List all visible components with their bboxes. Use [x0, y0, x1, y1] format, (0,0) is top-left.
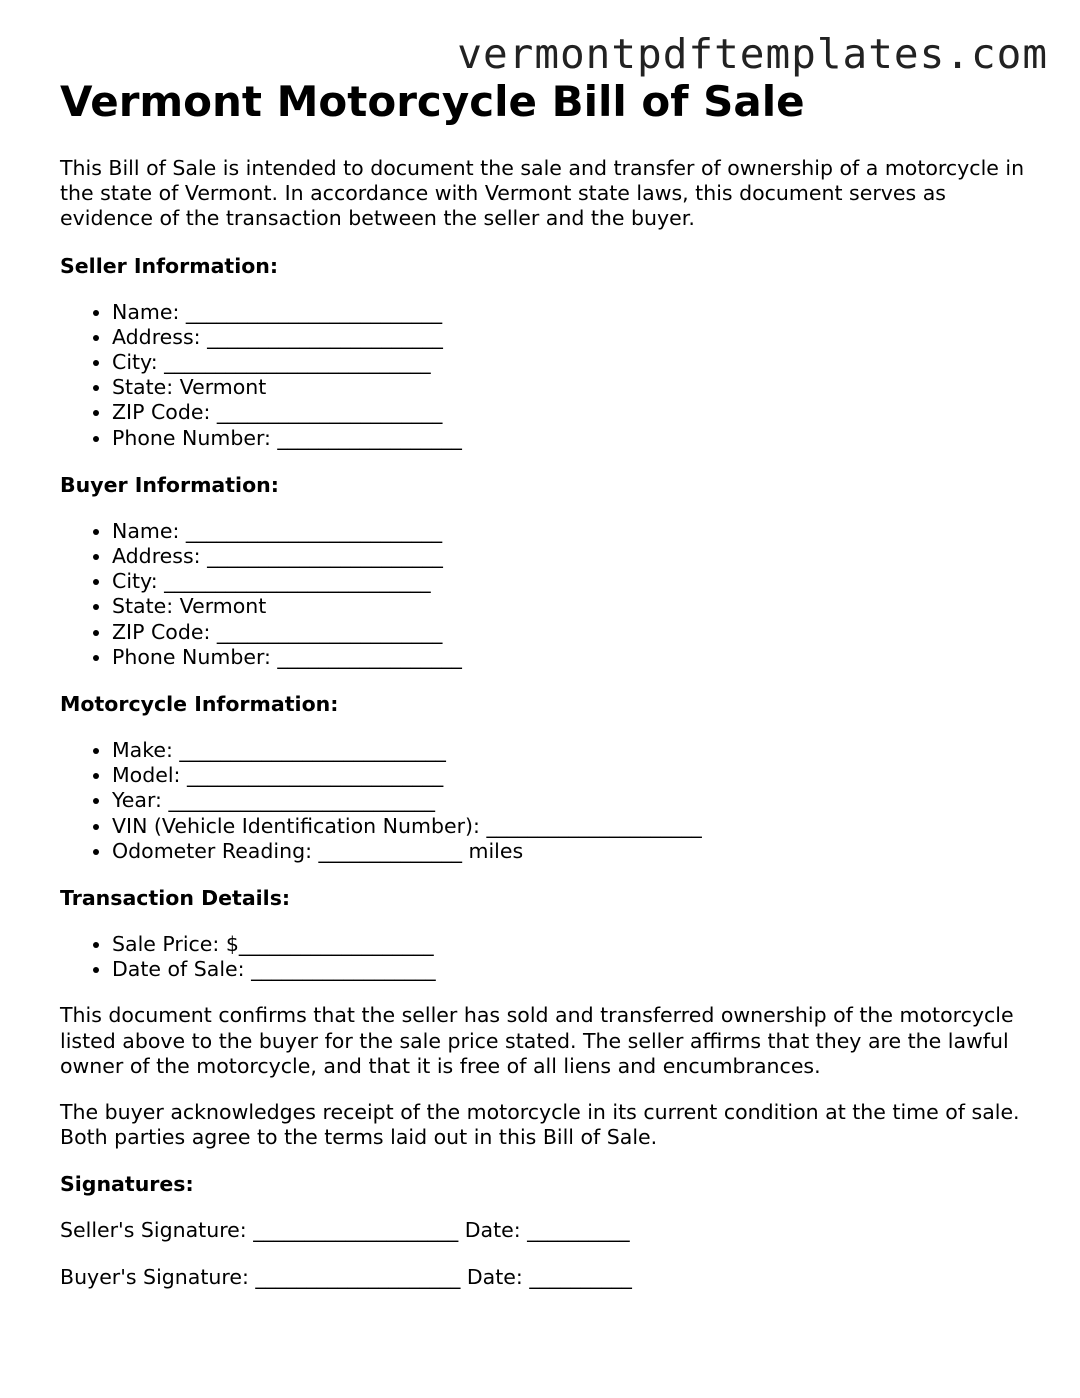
buyer-zip-field: • ZIP Code: ______________________ — [112, 620, 1040, 645]
buyer-list — [60, 519, 1040, 670]
transaction-heading: Transaction Details: — [60, 886, 291, 911]
seller-list — [60, 300, 1040, 451]
transaction-list — [60, 932, 1040, 982]
seller-signature-line: Seller's Signature: ____________________ Date: __________ — [60, 1218, 630, 1243]
seller-name-field: • Name: _________________________ — [112, 300, 1040, 325]
page-title: Vermont Motorcycle Bill of Sale — [60, 77, 805, 126]
motorcycle-vin-field: • VIN (Vehicle Identification Number): _____________________ — [112, 814, 1040, 839]
motorcycle-odometer-field: • Odometer Reading: ______________ miles — [112, 839, 1040, 864]
intro-paragraph: This Bill of Sale is intended to document the sale and transfer of ownership of a motorcycle in the state of Vermont. In accordance with Vermont state laws, this document serves as evidence of the transaction between the seller and the buyer. — [60, 156, 1025, 231]
signatures-heading: Signatures: — [60, 1172, 194, 1197]
motorcycle-make-field: • Make: __________________________ — [112, 738, 1040, 763]
motorcycle-list — [60, 738, 1040, 864]
document-body — [60, 78, 1040, 1290]
motorcycle-model-field: • Model: _________________________ — [112, 763, 1040, 788]
buyer-signature-line: Buyer's Signature: ____________________ Date: __________ — [60, 1264, 632, 1289]
motorcycle-year-field: • Year: __________________________ — [112, 788, 1040, 813]
sale-date-field: • Date of Sale: __________________ — [112, 957, 1040, 982]
seller-heading: Seller Information: — [60, 253, 279, 278]
seller-state-field: • State: Vermont — [112, 375, 1040, 400]
buyer-address-field: • Address: _______________________ — [112, 544, 1040, 569]
seller-zip-field: • ZIP Code: ______________________ — [112, 400, 1040, 425]
buyer-phone-field: • Phone Number: __________________ — [112, 645, 1040, 670]
motorcycle-heading: Motorcycle Information: — [60, 692, 339, 717]
buyer-heading: Buyer Information: — [60, 472, 279, 497]
seller-address-field: • Address: _______________________ — [112, 325, 1040, 350]
buyer-city-field: • City: __________________________ — [112, 569, 1040, 594]
seller-phone-field: • Phone Number: __________________ — [112, 426, 1040, 451]
seller-city-field: • City: __________________________ — [112, 350, 1040, 375]
buyer-state-field: • State: Vermont — [112, 594, 1040, 619]
confirmation-paragraph: This document confirms that the seller has sold and transferred ownership of the motorcycle listed above to the buyer for the sale price stated. The seller affirms that they are the lawful owner of the motorcycle, and that it is free of all liens and encumbrances. — [60, 1003, 1014, 1078]
watermark-text: vermontpdftemplates.com — [457, 30, 1048, 78]
acknowledgement-paragraph: The buyer acknowledges receipt of the motorcycle in its current condition at the time of sale. Both parties agree to the terms laid out in this Bill of Sale. — [60, 1100, 1020, 1150]
buyer-name-field: • Name: _________________________ — [112, 519, 1040, 544]
sale-price-field: • Sale Price: $___________________ — [112, 932, 1040, 957]
